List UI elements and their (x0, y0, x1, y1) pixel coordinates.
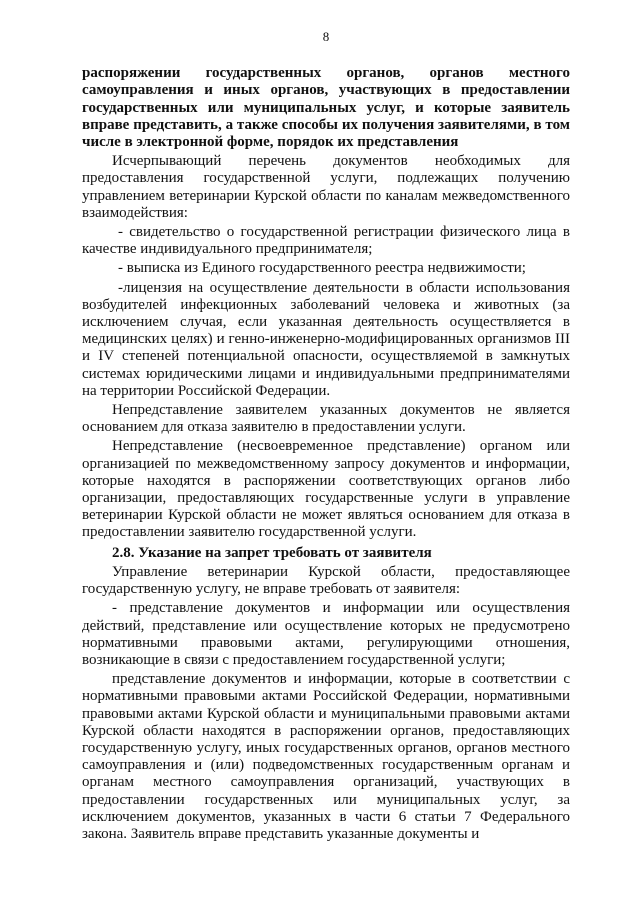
list-item-prohibition-actions: - представление документов и информации или осуществления действий, представление или осуществление которых не предусмотрено нормативными правовыми актами, регулирующими отношения, возникающие в связи с предоставлением государственной услуги; (82, 600, 570, 668)
section-heading-2-8: 2.8. Указание на запрет требовать от заявителя (112, 544, 432, 561)
list-item-registry-extract: - выписка из Единого государственного реестра недвижимости; (118, 260, 526, 277)
list-item-license: -лицензия на осуществление деятельности в области использования возбудителей инфекционных заболеваний человека и животных (за исключением случая, если указанная деятельность осуществляется в медицинских целях) и генно-инженерно-модифицированных организмов III и IV степеней потенциальной опасности, осуществляемой в замкнутых системах юридическими лицами и индивидуальными предпринимателями на территории Российской Федерации. (82, 279, 570, 399)
section-title-continuation: распоряжении государственных органов, органов местного самоуправления и иных органов, участвующих в предоставлении государственных или муниципальных услуг, и которые заявитель вправе представить, а также способы их получения заявителями, в том числе в электронной форме, порядок их представления (82, 65, 570, 151)
paragraph-list-intro: Исчерпывающий перечень документов необходимых для предоставления государственной услуги, подлежащих получению управлением ветеринарии Курской области по каналам межведомственного взаимодействия: (82, 153, 570, 221)
list-item-certificate: - свидетельство о государственной регистрации физического лица в качестве индивидуального предпринимателя; (82, 224, 570, 258)
paragraph-prohibition-intro: Управление ветеринарии Курской области, предоставляющее государственную услугу, не вправе требовать от заявителя: (82, 563, 570, 598)
paragraph-late-submission: Непредставление (несвоевременное представление) органом или организацией по межведомственному запросу документов и информации, которые находятся в распоряжении соответствующих органов либо организации, предоставляющих государственные услуги в управление ветеринарии Курской области не может являться основанием для отказа в предоставлении заявителю государственной услуги. (82, 438, 570, 541)
list-item-prohibition-documents: представление документов и информации, которые в соответствии с нормативными правовыми актами Российской Федерации, нормативными правовыми актами Курской области и муниципальными правовыми актами Курской области находятся в распоряжении органов, предоставляющих государственную услугу, иных государственных органов, органов местного самоуправления и (или) подведомственных государственным органам и органам местного самоуправления организаций, участвующих в предоставлении государственных или муниципальных услуг, за исключением документов, указанных в части 6 статьи 7 Федерального закона. Заявитель вправе представить указанные документы и (82, 671, 570, 842)
document-page (82, 28, 570, 845)
paragraph-non-submission: Непредставление заявителем указанных документов не является основанием для отказа заявителю в предоставлении услуги. (82, 402, 570, 436)
page-number: 8 (322, 29, 330, 44)
